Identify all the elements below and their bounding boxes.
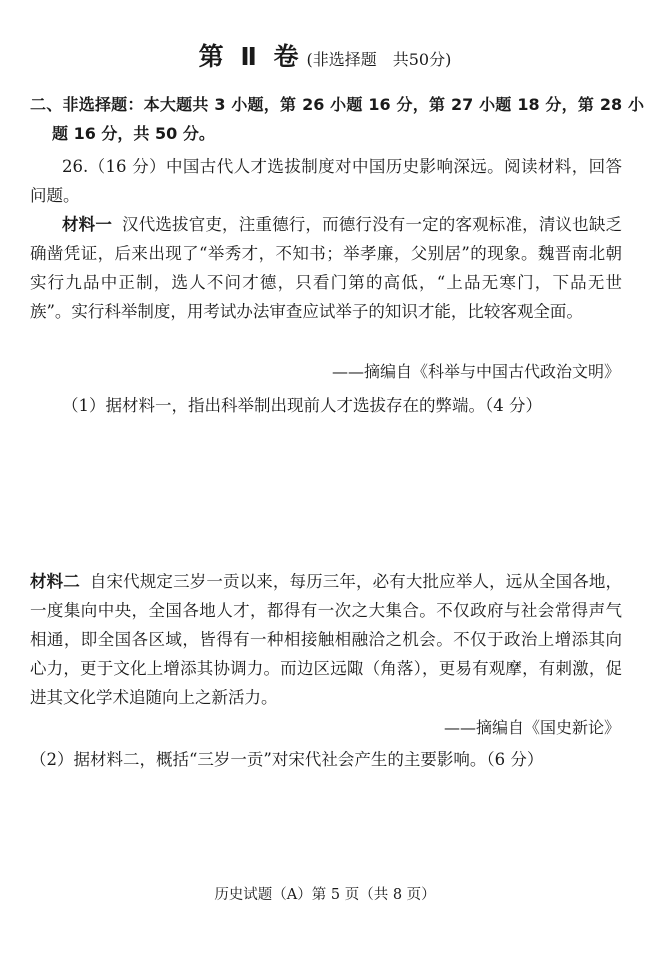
section-title-subtitle: (非选择题 共50分) [306,50,452,69]
material-two-source: ——摘编自《国史新论》 [443,718,620,737]
material-two [30,567,622,712]
section-title-main: 第 Ⅱ 卷 [198,42,303,71]
material-two-text: 自宋代规定三岁一贡以来，每历三年，必有大批应举人，远从全国各地，一度集向中央，全国各地人才，都得有一次之大集合。不仅政府与社会常得声气相通，即全国各区域，皆得有一种相接触相融洽之机会。不仅于政治上增添其向心力，更于文化上增添其协调力。而边区远陬（角落），更易有观摩，有刺激，促进其文化学术追随向上之新活力。 [30,572,623,707]
material-two-label: 材料二 [30,572,80,591]
section-title [0,40,650,77]
material-one-text: 汉代选拔官吏，注重德行，而德行没有一定的客观标准，清议也缺乏确凿凭证，后来出现了“举秀才，不知书；举孝廉，父别居”的现象。魏晋南北朝实行九品中正制，选人不问才德，只看门第的高低，“上品无寒门，下品无世族”。实行科举制度，用考试办法审查应试举子的知识才能，比较客观全面。 [30,215,622,321]
material-one-source: ——摘编自《科举与中国古代政治文明》 [331,362,620,381]
material-one [30,210,622,326]
part-two-heading: 二、非选择题：本大题共 3 小题，第 26 小题 16 分，第 27 小题 18 分，第 28 小题 16 分，共 50 分。 [30,95,644,143]
page-footer: 历史试题（A）第 5 页（共 8 页） [214,887,436,903]
sub-question-2: （2）据材料二，概括“三岁一贡”对宋代社会产生的主要影响。（6 分） [30,750,544,769]
sub-question-1: （1）据材料一，指出科举制出现前人才选拔存在的弊端。（4 分） [62,396,542,415]
question-26-stem: 26.（16 分）中国古代人才选拔制度对中国历史影响深远。阅读材料，回答问题。 [30,157,622,205]
material-one-label: 材料一 [62,215,113,234]
